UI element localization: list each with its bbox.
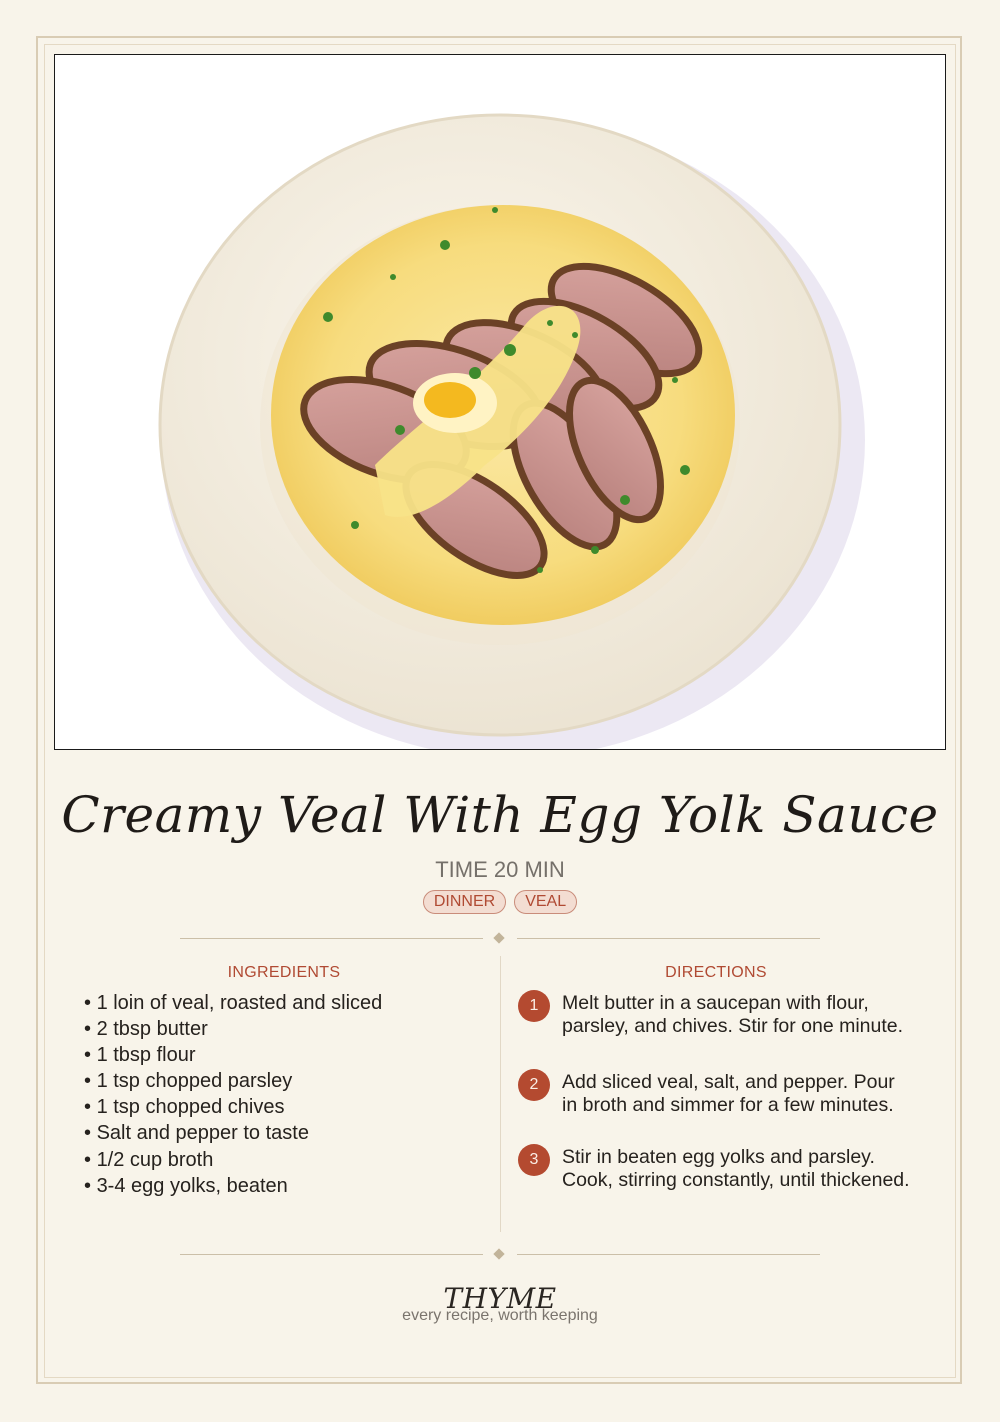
list-item: • 1 tbsp flour	[84, 1042, 484, 1068]
list-item: • 1/2 cup broth	[84, 1147, 484, 1173]
cook-time: TIME 20 MIN	[435, 857, 565, 882]
list-item: • Salt and pepper to taste	[84, 1120, 484, 1146]
brand-tagline: every recipe, worth keeping	[402, 1307, 598, 1324]
step-text: Melt butter in a saucepan with flour, parsley, and chives. Stir for one minute.	[562, 992, 904, 1037]
tag-veal[interactable]: VEAL	[514, 890, 577, 914]
ingredients-list	[84, 990, 484, 1199]
step-text: Stir in beaten egg yolks and parsley. Cook, stirring constantly, until thickened.	[562, 1146, 910, 1191]
list-item: • 1 tsp chopped chives	[84, 1094, 484, 1120]
divider-bottom	[180, 1249, 820, 1261]
diamond-icon	[493, 1248, 504, 1259]
recipe-title: Creamy Veal With Egg Yolk Sauce	[61, 786, 939, 844]
brand-logo: THYME	[443, 1282, 557, 1315]
tag-list	[0, 890, 1000, 914]
list-item: • 1 tsp chopped parsley	[84, 1068, 484, 1094]
directions-heading: DIRECTIONS	[665, 964, 767, 981]
list-item: • 3-4 egg yolks, beaten	[84, 1173, 484, 1199]
diamond-icon	[493, 932, 504, 943]
list-item: • 1 loin of veal, roasted and sliced	[84, 990, 484, 1016]
step-number-badge: 1	[518, 990, 550, 1022]
step-number-badge: 3	[518, 1144, 550, 1176]
step-text: Add sliced veal, salt, and pepper. Pour in broth and simmer for a few minutes.	[562, 1071, 895, 1116]
step-number-badge: 2	[518, 1069, 550, 1101]
tag-dinner[interactable]: DINNER	[423, 890, 506, 914]
column-separator	[500, 956, 501, 1232]
ingredients-heading: INGREDIENTS	[227, 964, 341, 981]
list-item: • 2 tbsp butter	[84, 1016, 484, 1042]
dish-illustration	[54, 54, 946, 750]
divider-top	[180, 933, 820, 945]
